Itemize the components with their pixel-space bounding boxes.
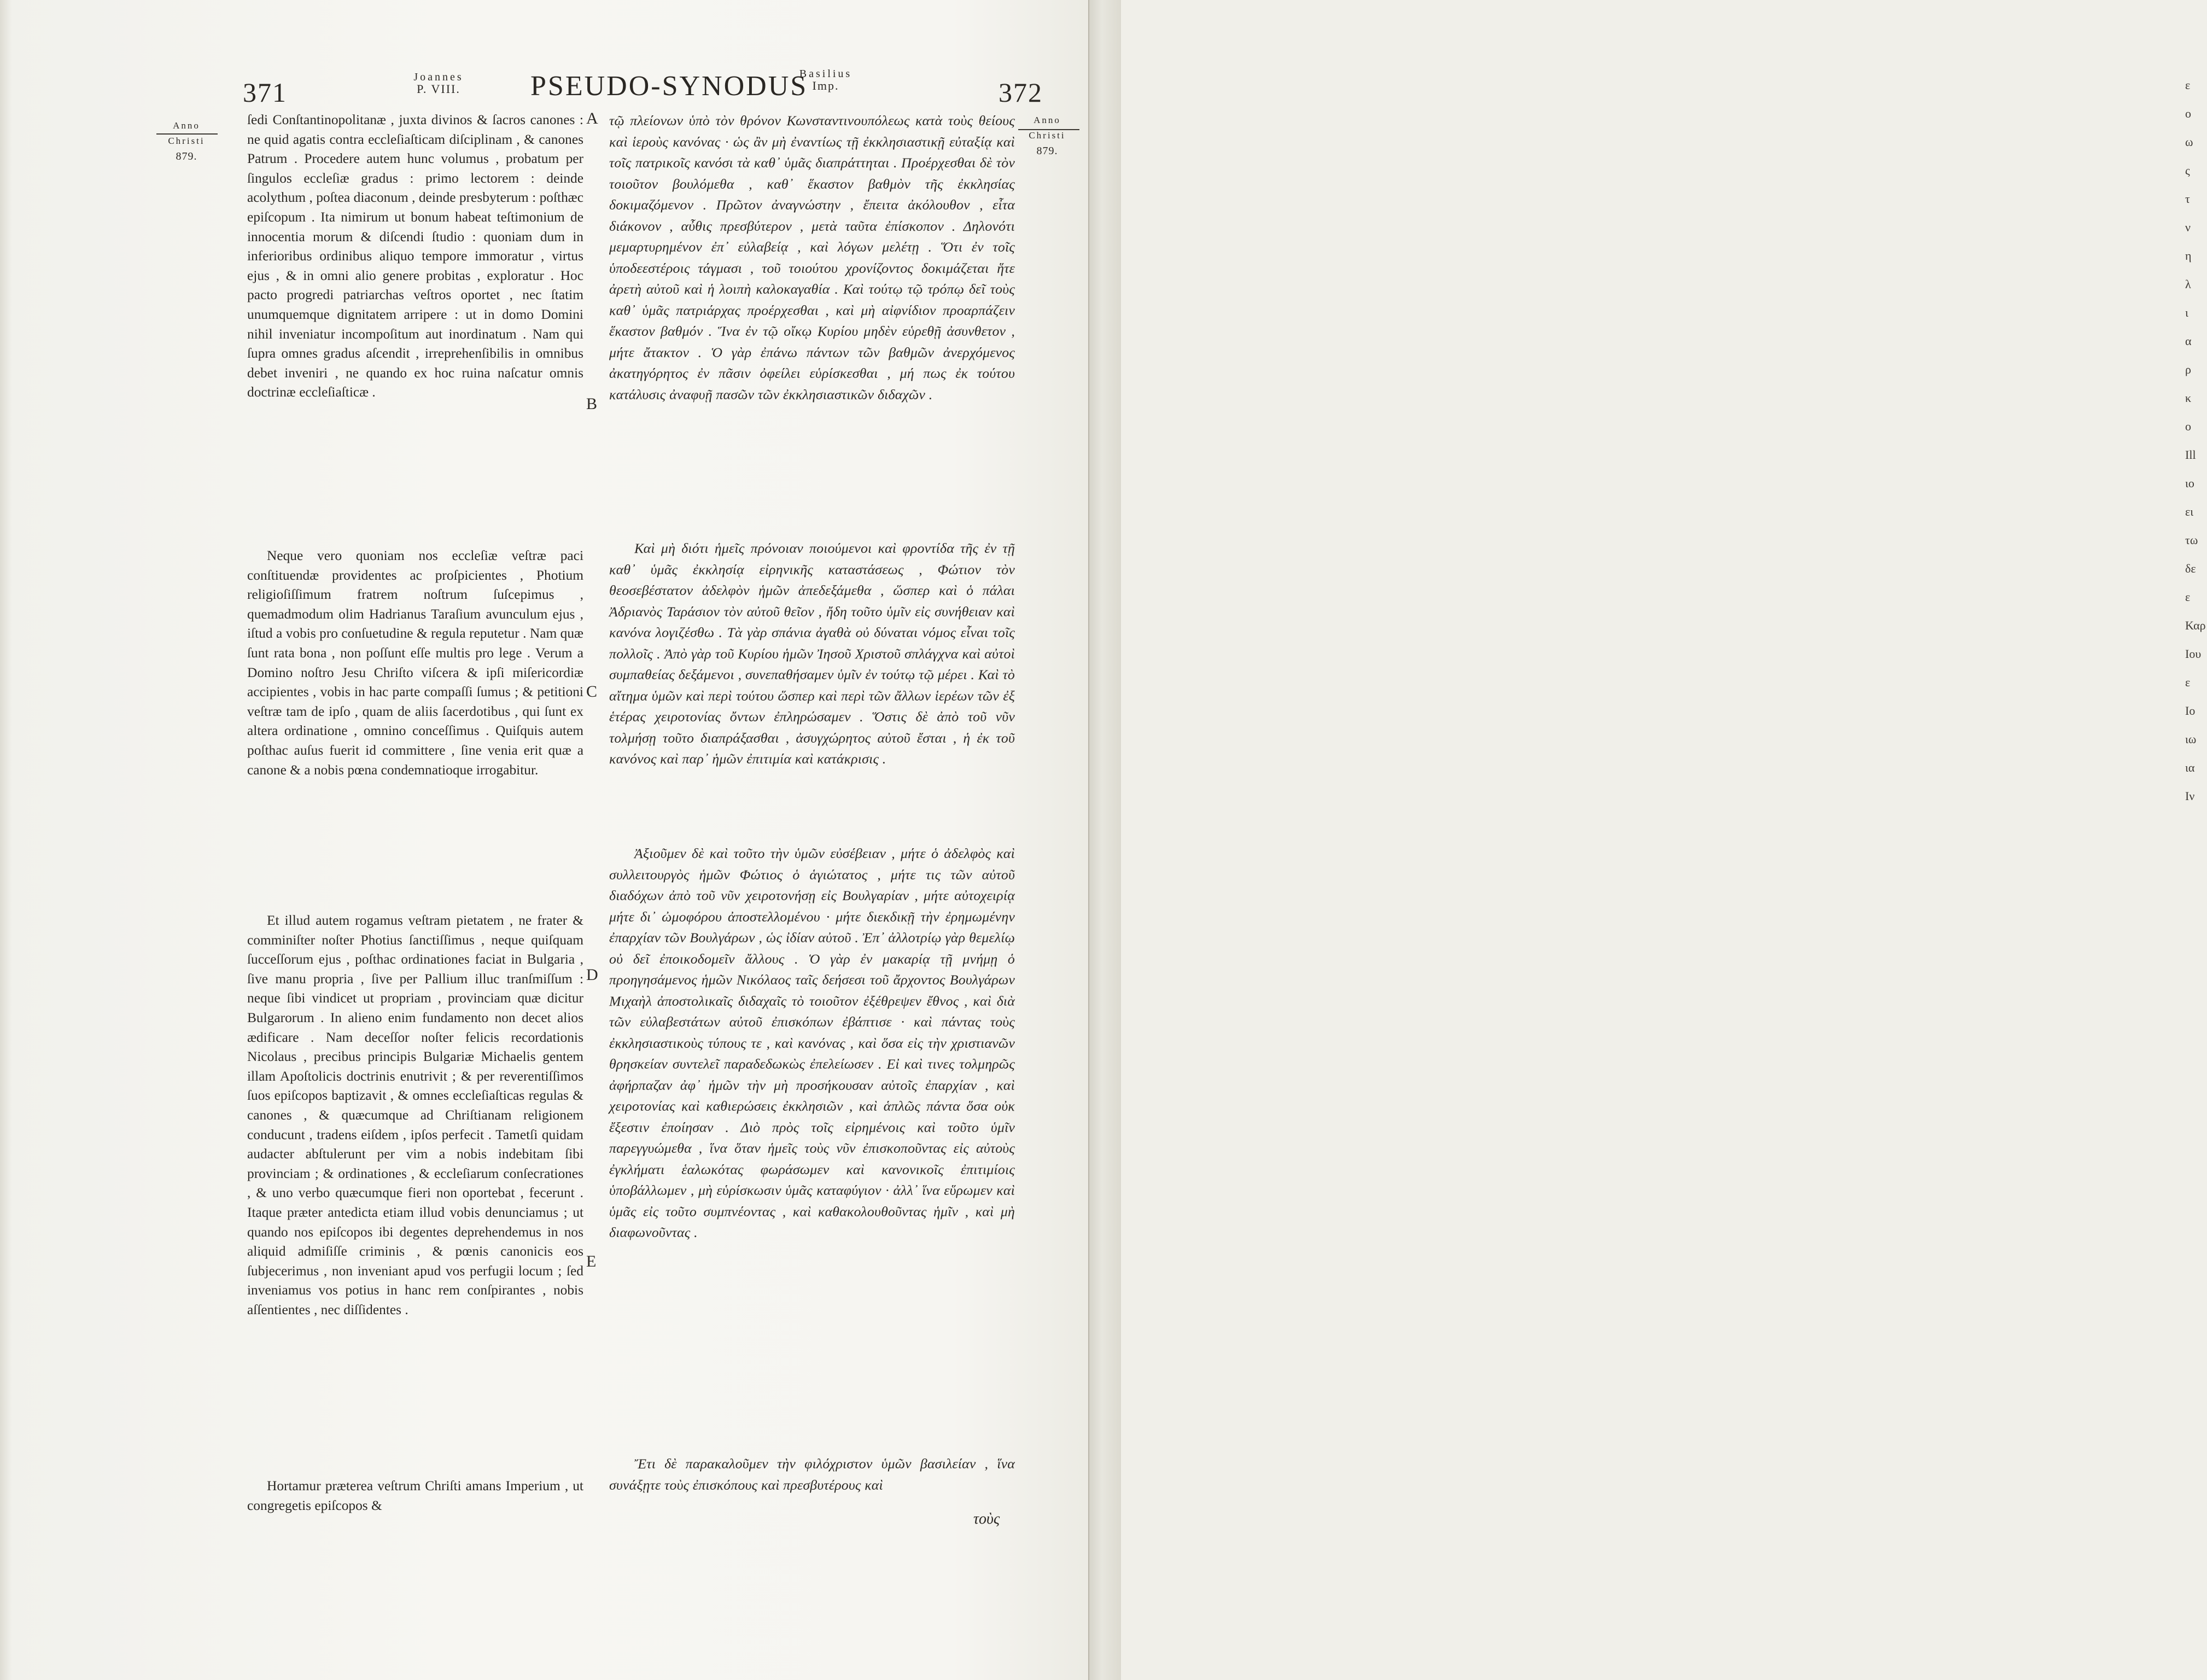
side-note-right	[1017, 113, 1077, 159]
facing-page-fragments	[2185, 71, 2207, 810]
facing-page-fragment: ο	[2185, 419, 2191, 433]
facing-page-fragment: Ιο	[2185, 704, 2196, 718]
facing-page-fragment: ς	[2185, 164, 2190, 177]
section-marker-d: D	[586, 966, 598, 984]
running-head-emperor-name: Basilius	[799, 68, 853, 80]
side-note-right-rule	[1018, 129, 1079, 130]
side-note-right-christi: Christi	[1029, 130, 1066, 141]
latin-paragraph-1: ſedi Conſtantinopolitanæ , juxta divinos & ſacros canones : ne quid agatis contra eccleſiaſticam diſciplinam , & canones Patrum . Procedere autem hunc volumus , probatum per ſingulos eccleſiæ gradus : primo lectorem : deinde acolythum , poſtea diaconum , deinde presbyterum : poſthæc epiſcopum . Ita nimirum ut bonum habeat teſtimonium de innocentia morum & diſcendi ſtudio : quoniam dum in inferioribus ordinibus aliquo tempore immoratur , virtus ejus , & in omni alio genere probitas , exploratur . Hoc pacto progredi patriarchas veſtros oportet , nec ſtatim unumquemque dignitatem arripere : ut in domo Domini nihil inveniatur incompoſitum aut inordinatum . Nam qui ſupra omnes gradus aſcendit , irreprehenſibilis in omnibus debet inveniri , ne quando ex hoc ruina naſcatur omnis doctrinæ eccleſiaſticæ .	[247, 112, 583, 400]
latin-column	[247, 110, 583, 1513]
latin-paragraph-2: Neque vero quoniam nos eccleſiæ veſtræ paci conſtituendæ providentes ac proſpicientes , Photium religioſiſſimum fratrem noſtrum ſuſcepimus , quemadmodum olim Hadrianus Taraſium avunculum ejus , iſtud a vobis pro conſuetudine & regula reputetur . Nam quæ ſunt rata bona , non poſſunt eſſe multis pro lege . Verum a Domino noſtro Jesu Chriſto viſcera & ipſi miſericordiæ accipientes , vobis in hac parte compaſſi ſumus ; & petitioni veſtræ tam de ipſo , quam de aliis ſacerdotibus , qui ſunt ex altera ordinatione , omnino conceſſimus . Quiſquis autem poſthac auſus fuerit id committere , ſine venia erit quæ a canone & a nobis pœna condemnatioque irrogabitur.	[247, 548, 583, 778]
facing-page-fragment: ι	[2185, 306, 2188, 319]
side-note-left-year: 879.	[176, 150, 197, 162]
running-title: PSEUDO-SYNODUS	[530, 71, 808, 102]
facing-page-fragment: Καρ	[2185, 619, 2206, 632]
greek-paragraph-1: τῷ πλείονων ὑπὸ τὸν θρόνον Κωνσταντινουπόλεως κατὰ τοὺς θείους καὶ ἱεροὺς κανόνας · ὡς ἂν μὴ ἐναντίως τῇ ἐκκλησιαστικῇ εὐταξίᾳ καὶ τοῖς πατρικοῖς κανόσι τὰ καθ᾽ ὑμᾶς διαπράττηται . Προέρχεσθαι δὲ τὸν τοιοῦτον βουλόμεθα , καθ᾽ ἕκαστον βαθμὸν τῆς ἐκκλησίας δοκιμαζόμενον . Πρῶτον ἀναγνώστην , ἔπειτα ἀκόλουθον , εἶτα διάκονον , αὖθις πρεσβύτερον , μετὰ ταῦτα ἐπίσκοπον . Δηλονότι μεμαρτυρημένον ἐπ᾽ εὐλαβείᾳ , καὶ λόγων μελέτῃ . Ὅτι ἐν τοῖς ὑποδεεστέροις τάγμασι , τοῦ τοιούτου χρονίζοντος δοκιμάζεται ἥτε ἀρετὴ αὐτοῦ καὶ ἡ λοιπὴ καλοκαγαθία . Καὶ τούτῳ τῷ τρόπῳ δεῖ τοὺς καθ᾽ ὑμᾶς πατριάρχας προέρχεσθαι , καὶ μὴ αἰφνίδιον προαρπάζειν ἕκαστον βαθμόν . Ἵνα ἐν τῷ οἴκῳ Κυρίου μηδὲν εὑρεθῇ ἀσυνθετον , μήτε ἄτακτον . Ὁ γὰρ ἐπάνω πάντων τῶν βαθμῶν ἀνερχόμενος ἀκατηγόρητος ἐν πᾶσιν ὀφείλει εὑρίσκεσθαι , μή πως ἐκ τούτου κατάλυσις ἀναφυῇ πασῶν τῶν ἐκκλησιαστικῶν διδαχῶν .	[609, 113, 1015, 402]
facing-page-fragment: τω	[2185, 533, 2198, 547]
left-gutter	[0, 0, 12, 1680]
facing-page-fragment: ρ	[2185, 363, 2191, 376]
facing-page-fragment: ε	[2185, 590, 2191, 604]
side-note-left	[156, 118, 217, 164]
running-head-author-title: P. VIII.	[417, 82, 460, 96]
side-note-right-year: 879.	[1036, 145, 1058, 157]
side-note-left-rule	[156, 133, 218, 135]
facing-page-fragment: λ	[2185, 277, 2191, 291]
side-note-right-anno: Anno	[1034, 115, 1061, 125]
facing-page-fragment: τ	[2185, 192, 2190, 206]
side-note-left-anno: Anno	[173, 120, 200, 131]
greek-paragraph-4: Ἔτι δὲ παρακαλοῦμεν τὴν φιλόχριστον ὑμῶν βασιλείαν , ἵνα συνάξῃτε τοὺς ἐπισκόπους καὶ πρεσβυτέρους καὶ	[609, 1456, 1015, 1493]
facing-page-fragment: ε	[2185, 78, 2191, 92]
page-number-right: 372	[999, 77, 1043, 108]
section-marker-e: E	[586, 1252, 597, 1270]
facing-page-fragment: Ιου	[2185, 647, 2202, 661]
facing-page-fragment: ια	[2185, 761, 2195, 774]
facing-page-fragment: ω	[2185, 135, 2193, 149]
page-number-left: 371	[243, 77, 287, 108]
section-marker-c: C	[586, 682, 598, 701]
running-head-emperor-title: Imp.	[812, 79, 839, 92]
facing-page-fragment: ε	[2185, 675, 2191, 689]
facing-page-edge	[1088, 0, 2206, 1680]
facing-page-fragment: δε	[2185, 562, 2196, 575]
facing-page-fragment: α	[2185, 334, 2192, 348]
facing-page-fragment: η	[2185, 249, 2192, 262]
side-note-left-christi: Christi	[168, 136, 205, 146]
running-head-author	[389, 71, 488, 95]
latin-paragraph-3: Et illud autem rogamus veſtram pietatem , ne frater & comminiſter noſter Photius ſanctiſſimus , neque quiſquam ſucceſſorum ejus , poſthac ordinationes faciat in Bulgaria , ſive manu propria , ſive per Pallium illuc tranſmiſſum : neque ſibi vindicet ut propriam , provinciam quæ dicitur Bulgarorum . In alieno enim fundamento non decet alios ædificare . Nam deceſſor noſter felicis recordationis Nicolaus , precibus principis Bulgariæ Michaelis gentem illam Apoſtolicis doctrinis enutrivit ; & per reverentiſſimos ſuos epiſcopos baptizavit , & omnes eccleſiaſticas regulas & canones , & quæcumque ad Chriſtianam religionem conducunt , tradens eiſdem , ipſos perfecit . Tametſi quidam audacter abſtulerunt per vim a nobis indebitam ſibi provinciam ; & ordinationes , & eccleſiarum conſecrationes , & uno verbo quæcumque fieri non oportebat , fecerunt . Itaque præter antedicta etiam illud vobis denunciamus ; ut quando nos epiſcopos ibi degentes deprehendemus in nos aliquid admiſiſſe criminis , & pœnis canonicis eos ſubjecerimus , non inveniant apud vos perfugii locum ; ſed inveniamus vos potius in hanc rem conſpirantes , nobis aſſentientes , nec diſſidentes .	[247, 913, 583, 1317]
facing-page-fragment: Ill	[2185, 448, 2196, 462]
facing-page-fragment: ει	[2185, 505, 2194, 518]
running-head-emperor	[782, 68, 869, 92]
greek-paragraph-3: Ἀξιοῦμεν δὲ καὶ τοῦτο τὴν ὑμῶν εὐσέβειαν , μήτε ὁ ἀδελφὸς καὶ συλλειτουργὸς ἡμῶν Φώτιος ὁ ἁγιώτατος , μήτε τις τῶν αὐτοῦ διαδόχων ἀπὸ τοῦ νῦν χειροτονήσῃ εἰς Βουλγαρίαν , μήτε αὐτοχειρίᾳ μήτε δι᾽ ὠμοφόρου ἀποστελλομένου · μήτε διεκδικῇ τὴν ἐρημωμένην ἐπαρχίαν τῶν Βουλγάρων , ὡς ἰδίαν αὐτοῦ . Ἐπ᾽ ἀλλοτρίῳ γὰρ θεμελίῳ οὐ δεῖ ἐποικοδομεῖν ἄλλους . Ὁ γὰρ ἐν μακαρίᾳ τῇ μνήμῃ ὁ προηγησάμενος ἡμῶν Νικόλαος ταῖς δεήσεσι τοῦ ἄρχοντος Βουλγάρων Μιχαὴλ ἀποστολικαῖς διδαχαῖς τὸ τοιοῦτον ἐξέθρεψεν ἔθνος , καὶ διὰ τῶν εὐλαβεστάτων αὐτοῦ ἐπισκόπων ἐβάπτισε · καὶ πάντας τοὺς ἐκκλησιαστικοὺς τύπους τε , καὶ κανόνας , καὶ ὅσα εἰς τὴν χριστιανῶν θρησκείαν συντελεῖ παραδεδωκὼς ἐπελείωσεν . Εἰ καὶ τινες τολμηρῶς ἀφήρπαζαν ἀφ᾽ ἡμῶν τὴν μὴ προσήκουσαν αὐτοῖς ἐπαρχίαν , καὶ χειροτονίας καὶ καθιερώσεις ἐκκλησιῶν , καὶ ἁπλῶς πάντα ὅσα οὐκ ἔξεστιν ἐποίησαν . Διὸ πρὸς τοῖς εἰρημένοις καὶ τοῦτο ὑμῖν παρεγγυώμεθα , ἵνα ὅταν ἡμεῖς τοὺς νῦν ἐπισκοποῦντας εἰς αὐτοὺς ἐγκλήματι ἑαλωκότας φωράσωμεν καὶ κανονικοῖς ἐπιτιμίοις ὑποβάλλωμεν , μὴ εὑρίσκωσιν ὑμᾶς καταφύγιον · ἀλλ᾽ ἵνα εὕρωμεν καὶ ὑμᾶς εἰς τοῦτο συμπνέοντας , καὶ καθακολουθοῦντας ἡμῖν , καὶ μὴ διαφωνοῦντας .	[609, 845, 1015, 1240]
greek-paragraph-2: Καὶ μὴ διότι ἡμεῖς πρόνοιαν ποιούμενοι καὶ φροντίδα τῆς ἐν τῇ καθ᾽ ὑμᾶς ἐκκλησίᾳ εἰρηνικῆς καταστάσεως , Φώτιον τὸν θεοσεβέστατον ἀδελφὸν ἡμῶν ἀπεδεξάμεθα , ὥσπερ καὶ ὁ πάλαι Ἀδριανὸς Ταράσιον τὸν αὐτοῦ θεῖον , ἤδη τοῦτο ὑμῖν εἰς συνήθειαν καὶ κανόνα λογιζέσθω . Τὰ γὰρ σπάνια ἀγαθὰ οὐ δύναται νόμος εἶναι τοῖς πολλοῖς . Ἀπὸ γὰρ τοῦ Κυρίου ἡμῶν Ἰησοῦ Χριστοῦ σπλάγχνα καὶ αὐτοὶ συμπαθείας δεξάμενοι , συνεπαθήσαμεν ὑμῖν ἐν τούτῳ τῷ μέρει . Καὶ τὸ αἴτημα ὑμῶν καὶ περὶ τούτου ὥσπερ καὶ περὶ τῶν ἄλλων ἱερέων τῶν ἐξ ἑτέρας χειροτονίας ὄντων ἐπληρώσαμεν . Ὅστις δὲ ἀπὸ τοῦ νῦν τολμήσῃ τοῦτο διαπράξασθαι , ἀσυγχώρητος αὐτοῦ ἔσται , ἡ ἐκ τοῦ κανόνος καὶ παρ᾽ ἡμῶν ἐπιτιμία καὶ κατάκρισις .	[609, 540, 1015, 767]
facing-page-fragment: ιο	[2185, 476, 2194, 490]
section-marker-b: B	[586, 395, 598, 413]
facing-page-fragment: κ	[2185, 391, 2192, 405]
facing-page-fragment: ν	[2185, 220, 2191, 234]
facing-page-fragment: ο	[2185, 107, 2191, 120]
catchword: τοὺς	[973, 1510, 1000, 1527]
latin-paragraph-4: Hortamur præterea veſtrum Chriſti amans Imperium , ut congregetis epiſcopos &	[247, 1478, 583, 1513]
running-head-author-name: Joannes	[413, 71, 464, 83]
section-marker-a: A	[586, 109, 598, 127]
facing-page-fragment: ιω	[2185, 732, 2197, 746]
facing-page-fragment: Ιν	[2185, 789, 2195, 803]
